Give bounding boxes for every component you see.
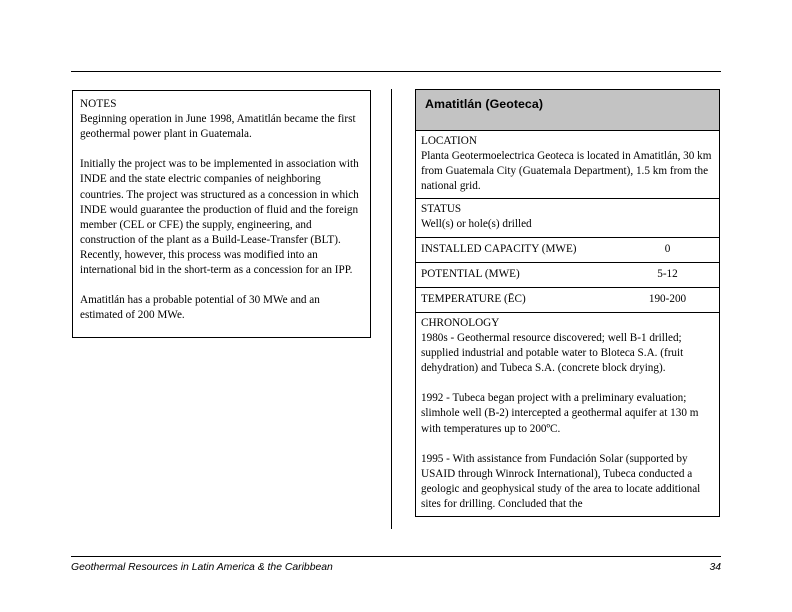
location-label: LOCATION xyxy=(421,135,477,147)
potential-label: POTENTIAL (MWE) xyxy=(421,267,520,280)
column-divider xyxy=(391,89,392,529)
location-value: Planta Geotermoelectrica Geoteca is located in Amatitlán, 30 km from Guatemala City (Guatemala Department), 1.5 km from the national grid. xyxy=(421,150,712,193)
table-row-location xyxy=(416,131,719,199)
page-top-rule xyxy=(71,71,721,72)
notes-heading: NOTES xyxy=(80,98,117,110)
chronology-label: CHRONOLOGY xyxy=(421,316,500,329)
installed-capacity-label: INSTALLED CAPACITY (MWE) xyxy=(421,242,577,255)
chronology-spacer xyxy=(421,437,714,452)
potential-value: 5-12 xyxy=(657,267,678,280)
status-label: STATUS xyxy=(421,203,462,216)
notes-spacer xyxy=(80,142,362,157)
notes-box xyxy=(72,90,371,338)
page-footer xyxy=(71,562,721,573)
footer-title: Geothermal Resources in Latin America & the Caribbean xyxy=(71,562,333,573)
table-row-installed-capacity xyxy=(416,238,719,263)
site-data-table xyxy=(415,89,720,517)
notes-paragraph-3: Amatitlán has a probable potential of 30 MWe and an estimated of 200 MWe. xyxy=(80,294,320,322)
table-header xyxy=(416,90,719,131)
status-value: Well(s) or hole(s) drilled xyxy=(421,218,532,231)
notes-spacer xyxy=(80,278,362,293)
chronology-entry-3: 1995 - With assistance from Fundación Solar (supported by USAID through Winrock International), Tubeca conducted a geologic and geophysical study of the area to locate additional sites for drilling. Concluded that the xyxy=(421,452,701,510)
table-row-potential xyxy=(416,263,719,288)
temperature-value: 190-200 xyxy=(648,292,687,305)
notes-paragraph-2: Initially the project was to be implemented in association with INDE and the state electric companies of neighboring countries. The project was structured as a concession in which INDE would guarantee the production of fluid and the foreign member (CEL or CFE) the supply, engineering, and construction of the plant as a Build-Lease-Transfer (BLT). Recently, however, this process was modified into an international bid in the short-term as a concession for an IPP. xyxy=(80,158,359,277)
site-name-title: Amatitlán (Geoteca) xyxy=(425,97,543,111)
page-number: 34 xyxy=(709,562,721,573)
page-footer-rule xyxy=(71,556,721,557)
installed-capacity-value: 0 xyxy=(664,242,671,255)
chronology-entry-2: 1992 - Tubeca began project with a preliminary evaluation; slimhole well (B-2) intercepted a geothermal aquifer at 130 m with temperatures up to 200ºC. xyxy=(421,392,699,435)
table-row-chronology xyxy=(416,313,719,516)
chronology-spacer xyxy=(421,376,714,391)
table-row-status xyxy=(416,199,719,237)
temperature-label: TEMPERATURE (ĒC) xyxy=(421,292,526,305)
table-row-temperature xyxy=(416,288,719,313)
chronology-entry-1: 1980s - Geothermal resource discovered; well B-1 drilled; supplied industrial and potable water to Bloteca S.A. (fruit dehydration) and Tubeca S.A. (concrete block drying). xyxy=(421,331,684,375)
notes-paragraph-1: Beginning operation in June 1998, Amatitlán became the first geothermal power plant in Guatemala. xyxy=(80,113,356,141)
